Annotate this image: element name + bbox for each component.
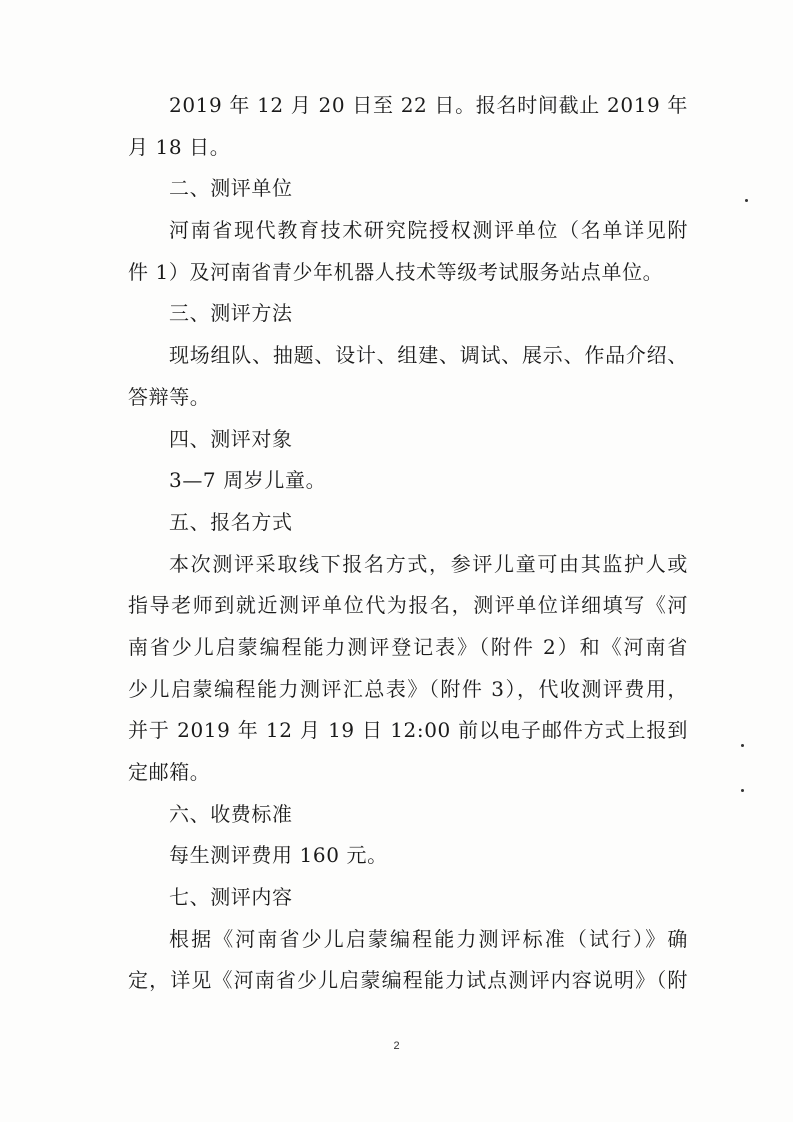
text-line: 月 18 日。 [128,134,231,159]
text-line: 每生测评费用 160 元。 [169,843,388,868]
scan-speck [745,199,748,202]
text-line: 现场组队、抽题、设计、组建、调试、展示、作品介绍、 [169,343,688,368]
text-line: 南省少儿启蒙编程能力测评登记表》（附件 2）和《河南省 [128,634,688,659]
text-line: 3—7 周岁儿童。 [169,468,327,493]
text-line: 定邮箱。 [128,760,211,784]
text-line: 少儿启蒙编程能力测评汇总表》（附件 3），代收测评费用， [128,676,688,701]
text-line: 河南省现代教育技术研究院授权测评单位（名单详见附 [169,218,688,243]
text-line: 2019 年 12 月 20 日至 22 日。报名时间截止 2019 年 [169,93,688,117]
body-text [128,85,688,1002]
text-line: 五、报名方式 [169,509,293,534]
text-line: 七、测评内容 [169,885,293,910]
text-line: 二、测评单位 [169,176,293,201]
scan-speck [741,744,744,747]
text-line: 六、收费标准 [169,801,293,826]
text-line: 并于 2019 年 12 月 19 日 12:00 前以电子邮件方式上报到 [128,718,688,743]
page-number: 2 [393,1040,400,1052]
text-line: 定，详见《河南省少儿启蒙编程能力试点测评内容说明》（附 [128,968,688,993]
text-line: 本次测评采取线下报名方式，参评儿童可由其监护人或 [169,551,688,576]
text-line: 根据《河南省少儿启蒙编程能力测评标准（试行）》确 [169,926,688,951]
text-line: 件 1）及河南省青少年机器人技术等级考试服务站点单位。 [128,259,664,284]
scan-speck [741,789,744,792]
text-line: 四、测评对象 [169,426,293,451]
text-line: 指导老师到就近测评单位代为报名，测评单位详细填写《河 [128,593,688,618]
text-line: 三、测评方法 [169,301,293,326]
text-line: 答辩等。 [128,384,211,409]
